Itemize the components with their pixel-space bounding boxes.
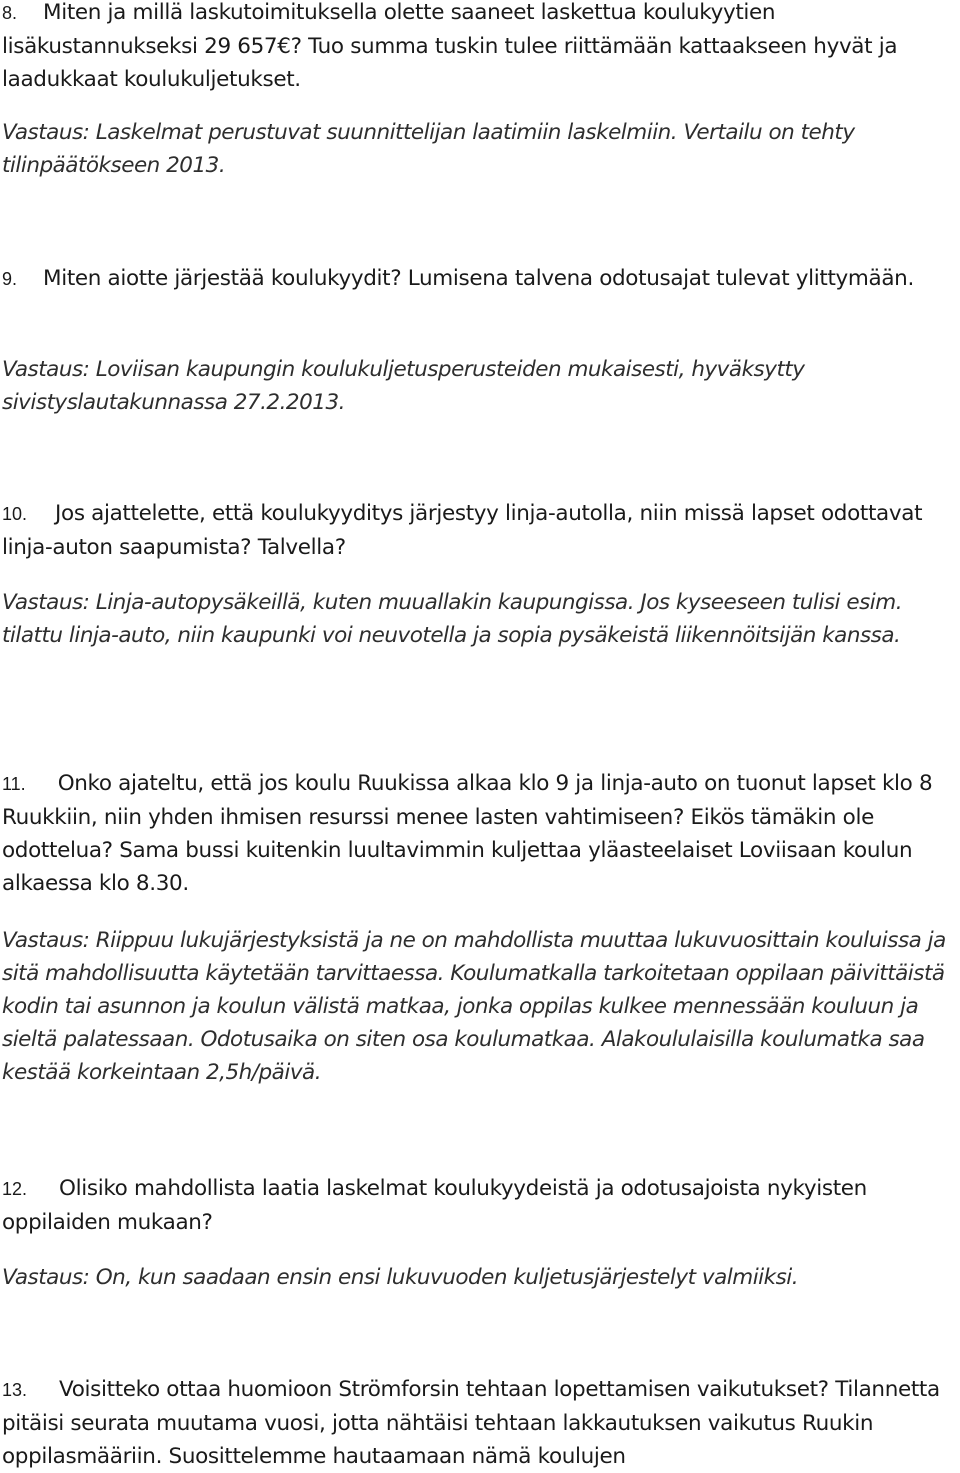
question-text: Voisitteko ottaa huomioon Strömforsin tehtaan lopettamisen vaikutukset? Tilannetta pitäisi seurata muutama vuosi, jotta nähtäisi tehtaan lakkautuksen vaikutus Ruukin oppilasmääriin. Suosittelemme hautaamaan nämä koulujen bbox=[2, 1377, 940, 1469]
question-8 bbox=[2, 0, 952, 96]
question-10 bbox=[2, 497, 952, 564]
question-13 bbox=[2, 1373, 952, 1473]
question-text: Miten aiotte järjestää koulukyydit? Lumisena talvena odotusajat tulevat ylittymään. bbox=[43, 266, 914, 291]
question-text: Olisiko mahdollista laatia laskelmat koulukyydeistä ja odotusajoista nykyisten oppilaiden mukaan? bbox=[2, 1176, 867, 1235]
answer-11: Vastaus: Riippuu lukujärjestyksistä ja ne on mahdollista muuttaa lukuvuosittain kouluissa ja sitä mahdollisuutta käytetään tarvittaessa. Koulumatkalla tarkoitetaan oppilaan päivittäistä kodin tai asunnon ja koulun välistä matkaa, jonka oppilas kulkee mennessään kouluun ja sieltä palatessaan. Odotusaika on siten osa koulumatkaa. Alakoululaisilla koulumatka saa kestää korkeintaan 2,5h/päivä. bbox=[2, 928, 946, 1085]
answer-8: Vastaus: Laskelmat perustuvat suunnittelijan laatimiin laskelmiin. Vertailu on tehty tilinpäätökseen 2013. bbox=[2, 120, 855, 178]
question-number: 12. bbox=[2, 1179, 28, 1199]
question-9 bbox=[2, 262, 952, 296]
question-number: 13. bbox=[2, 1380, 28, 1400]
question-number: 10. bbox=[2, 504, 28, 524]
question-text: Jos ajattelette, että koulukyyditys järjestyy linja-autolla, niin missä lapset odottavat linja-auton saapumista? Talvella? bbox=[2, 501, 923, 560]
question-text: Miten ja millä laskutoimituksella olette saaneet laskettua koulukyytien lisäkustannukseksi 29 657€? Tuo summa tuskin tulee riittämään kattaakseen hyvät ja laadukkaat koulukuljetukset. bbox=[2, 0, 898, 92]
question-number: 11. bbox=[2, 774, 26, 794]
question-11 bbox=[2, 767, 952, 900]
question-text: Onko ajateltu, että jos koulu Ruukissa alkaa klo 9 ja linja-auto on tuonut lapset klo 8 Ruukkiin, niin yhden ihmisen resurssi menee lasten vahtimiseen? Eikös tämäkin ole odottelua? Sama bussi kuitenkin luultavimmin kuljettaa yläasteelaiset Loviisaan koulun alkaessa klo 8.30. bbox=[2, 771, 933, 896]
question-number: 8. bbox=[2, 3, 18, 23]
question-12 bbox=[2, 1172, 952, 1239]
answer-9: Vastaus: Loviisan kaupungin koulukuljetusperusteiden mukaisesti, hyväksytty sivistyslautakunnassa 27.2.2013. bbox=[2, 357, 805, 415]
answer-10: Vastaus: Linja-autopysäkeillä, kuten muuallakin kaupungissa. Jos kyseeseen tulisi esim. tilattu linja-auto, niin kaupunki voi neuvotella ja sopia pysäkeistä liikennöitsijän kanssa. bbox=[2, 590, 903, 648]
answer-12: Vastaus: On, kun saadaan ensin ensi lukuvuoden kuljetusjärjestelyt valmiiksi. bbox=[2, 1265, 799, 1290]
question-number: 9. bbox=[2, 269, 18, 289]
